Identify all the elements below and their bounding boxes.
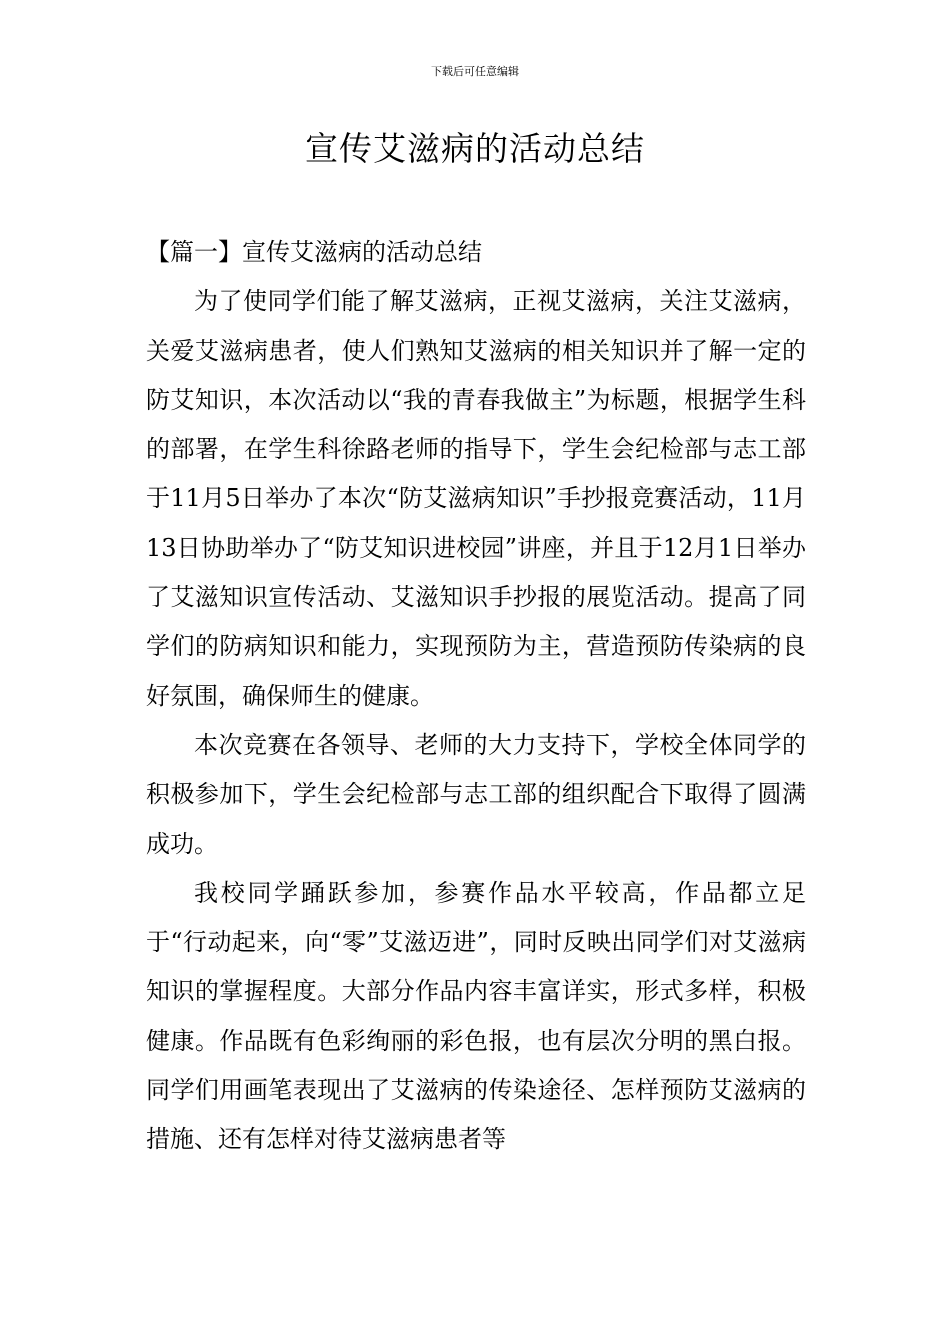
section-heading: 【篇一】宣传艾滋病的活动总结 bbox=[146, 238, 482, 266]
document-title: 宣传艾滋病的活动总结 bbox=[305, 129, 645, 168]
paragraph-3: 我校同学踊跃参加，参赛作品水平较高，作品都立足于“行动起来，向“零”艾滋迈进”，同时反映出同学们对艾滋病知识的掌握程度。大部分作品内容丰富详实，形式多样，积极健康。作品既有色彩绚丽的彩色报，也有层次分明的黑白报。同学们用画笔表现出了艾滋病的传染途径、怎样预防艾滋病的措施、还有怎样对待艾滋病患者等 bbox=[146, 878, 806, 1154]
document-body bbox=[146, 228, 806, 1165]
paragraph-2: 本次竞赛在各领导、老师的大力支持下，学校全体同学的积极参加下，学生会纪检部与志工部的组织配合下取得了圆满成功。 bbox=[146, 730, 806, 858]
paragraph-1: 为了使同学们能了解艾滋病，正视艾滋病，关注艾滋病，关爱艾滋病患者，使人们熟知艾滋病的相关知识并了解一定的防艾知识，本次活动以“我的青春我做主”为标题，根据学生科的部署，在学生科徐路老师的指导下，学生会纪检部与志工部于11月5日举办了本次“防艾滋病知识”手抄报竞赛活动，11月13日协助举办了“防艾知识进校园”讲座，并且于12月1日举办了艾滋知识宣传活动、艾滋知识手抄报的展览活动。提高了同学们的防病知识和能力，实现预防为主，营造预防传染病的良好氛围，确保师生的健康。 bbox=[146, 287, 806, 710]
header-note: 下载后可任意编辑 bbox=[431, 65, 519, 78]
